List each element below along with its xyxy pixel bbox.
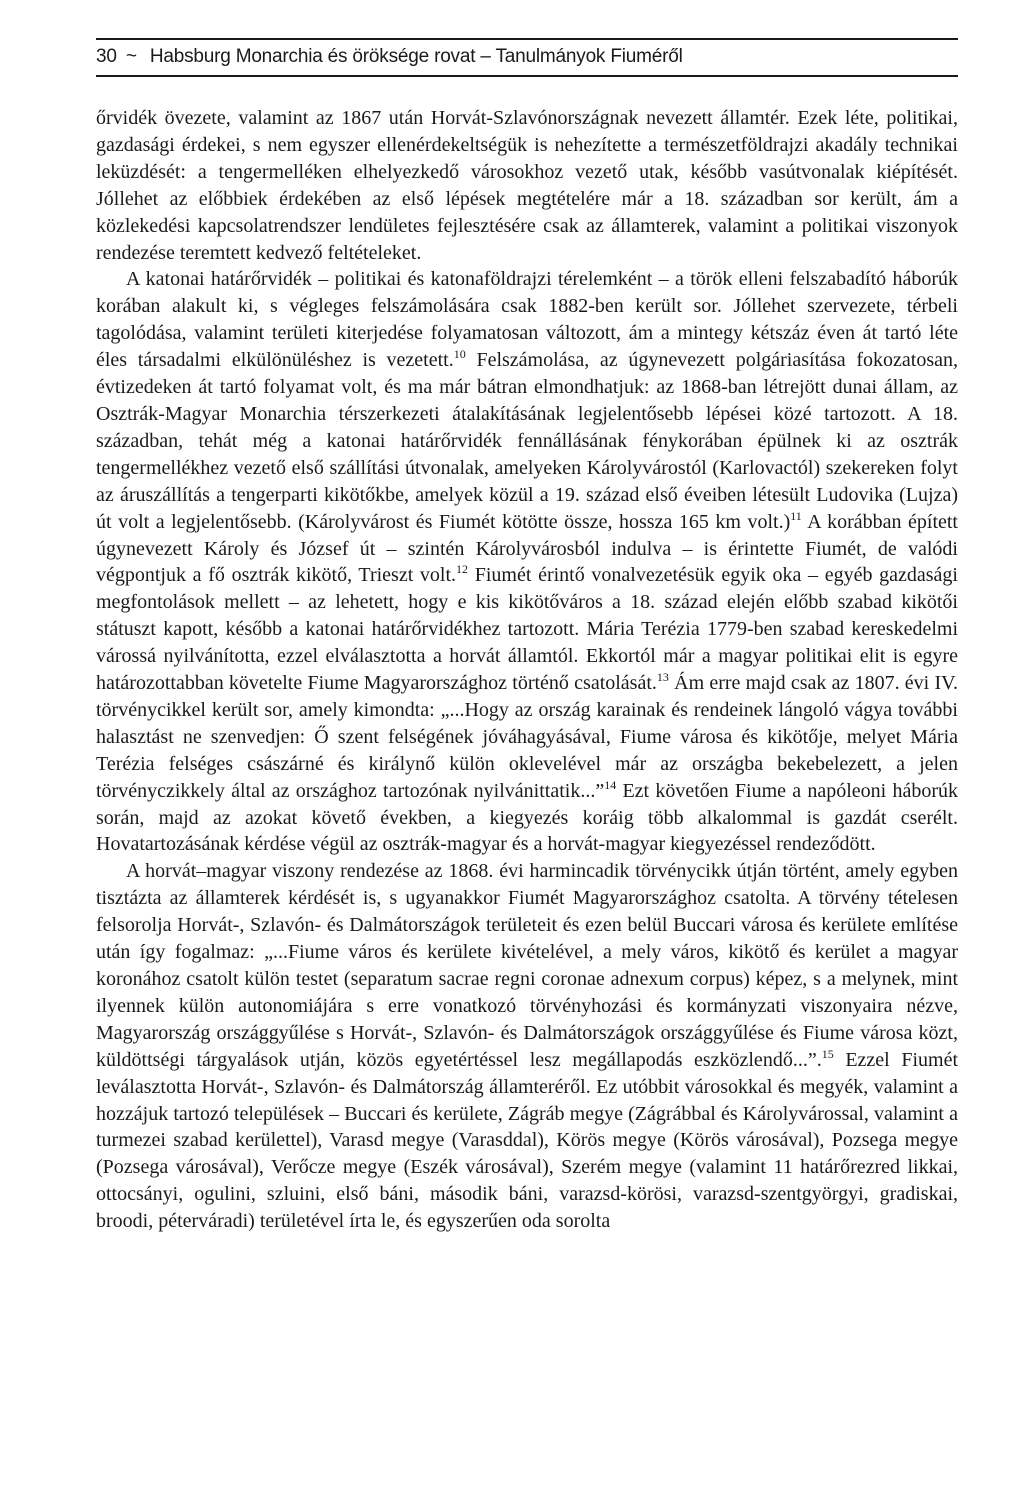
text-run: Felszámolása, az úgynevezett polgáriasítása fokozatosan, évtizedeken át tartó folyamat volt, és ma már bátran elmondhatjuk: az 1868-ban létrejött dunai állam, az Osztrák-Magyar Monarchia térszerkezeti átalakításának legjelentősebb lépései közé tartozott. A 18. században, tehát még a katonai határőrvidék fennállásának fénykorában épülnek ki az osztrák tengermellékhez vezető első szállítási útvonalak, amelyeken Károlyvárostól (Karlovactól) szekereken folyt az áruszállítás a tengerparti kikötőkbe, amelyek közül a 19. század első éveiben létesült Ludovika (Lujza) út volt a legjelentősebb. (Károlyvárost és Fiumét kötötte össze, hossza 165 km volt.) [96, 349, 959, 533]
footnote-ref: 13 [656, 670, 669, 685]
running-head-title: Habsburg Monarchia és öröksége rovat – Tanulmányok Fiuméről [149, 46, 683, 67]
running-head [96, 38, 958, 77]
footnote-ref: 11 [790, 508, 802, 523]
paragraph [96, 105, 958, 266]
text-run: A korábban épített úgynevezett Károly és József út – szintén Károlyvárosból indulva – is érintette Fiumét, de valódi végpontjuk a fő osztrák kikötő, Trieszt volt. [96, 510, 958, 587]
paragraph [96, 858, 958, 1235]
text-run: A horvát–magyar viszony rendezése az 1868. évi harmincadik törvénycikk útján történt, amely egyben tisztázta az államterek kérdését is, s ugyanakkor Fiumét Magyarországhoz csatolta. A törvény tételesen felsorolja Horvát-, Szlavón- és Dalmátországok területeit és ezen belül Buccari városa és kerülete említése után így fogalmaz: „...Fiume város és kerülete kivételével, a mely város, kikötő és kerület a magyar koronához csatolt külön testet (separatum sacrae regni coronae adnexum corpus) képez, s a melynek, mint ilyennek külön autonomiájára s erre vonatkozó törvényhozási és kormányzati viszonyaira nézve, Magyarország országgyűlése s Horvát-, Szlavón- és Dalmátországok országgyűlése és Fiume városa közt, küldöttségi tárgyalások utján, közös egyetértéssel lesz megállapodás eszközlendő...”. [96, 860, 958, 1071]
body-text [96, 105, 958, 1235]
paragraph [96, 266, 958, 858]
footnote-ref: 15 [821, 1046, 834, 1061]
text-run: Fiumét érintő vonalvezetésük egyik oka – egyéb gazdasági megfontolások mellett – az lehetett, hogy e kis kikötőváros a 18. század elején előbb szabad kikötői státuszt kapott, később a katonai határőrvidékhez tartozott. Mária Terézia 1779-ben szabad kereskedelmi várossá nyilvánította, ezzel elválasztotta a horvát államtól. Ekkortól már a magyar politikai elit is egyre határozottabban követelte Fiume Magyarországhoz történő csatolását. [96, 564, 958, 695]
footnote-ref: 10 [453, 347, 466, 362]
text-run: Ám erre majd csak az 1807. évi IV. törvénycikkel került sor, amely kimondta: „...Hogy az ország karainak és rendeinek lángoló vágya további halasztást ne szenvedjen: Ő szent felségének jóváhagyásával, Fiume városa és kikötője, melyet Mária Terézia felséges császárné és királynő külön oklevelével már az országba bekebelezett, a jelen törvényczikkely által az országhoz tartozónak nyilvánittatik...” [96, 672, 958, 802]
footnote-ref: 14 [604, 777, 617, 792]
page-number: 30 [96, 46, 117, 67]
text-run: Ezt követően Fiume a napóleoni háborúk során, majd az azokat követő években, a kiegyezés koráig több alkalommal is gazdát cserélt. Hovatartozásának kérdése végül az osztrák-magyar és a horvát-magyar kiegyezéssel rendeződött. [96, 779, 958, 856]
header-separator: ~ [125, 46, 137, 67]
page [96, 38, 958, 1235]
footnote-ref: 12 [456, 562, 469, 577]
text-run: A katonai határőrvidék – politikai és katonaföldrajzi térelemként – a török elleni felszabadító háborúk korában alakult ki, s végleges felszámolására csak 1882-ben került sor. Jóllehet szervezete, térbeli tagolódása, valamint területi kiterjedése folyamatosan változott, ám a mintegy kétszáz éven át tartó léte éles társadalmi elkülönüléshez is vezetett. [96, 268, 958, 372]
text-run: Ezzel Fiumét leválasztotta Horvát-, Szlavón- és Dalmátország államteréről. Ez utóbbit városokkal és megyék, valamint a hozzájuk tartozó települések – Buccari és kerülete, Zágráb megye (Zágrábbal és Károlyvárossal, valamint a turmezei szabad kerülettel), Varasd megye (Varasddal), Körös megye (Körös városával), Pozsega megye (Pozsega városával), Verőcze megye (Eszék városával), Szerém megye (valamint 11 határőrezred likkai, ottocsányi, ogulini, szluini, első báni, második báni, varazsd-körösi, varazsd-szentgyörgyi, gradiskai, broodi, péterváradi) területével írta le, és egyszerűen oda sorolta [96, 1048, 958, 1233]
text-run: őrvidék övezete, valamint az 1867 után Horvát-Szlavónországnak nevezett államtér. Ezek léte, politikai, gazdasági érdekei, s nem egyszer ellenérdekeltségük is nehezítette a természetföldrajzi akadály technikai leküzdését: a tengermelléken elhelyezkedő városokhoz vezető utak, később vasútvonalak kiépítését. Jóllehet az előbbiek érdekében az első lépések megtételére már a 18. században sor került, ám a közlekedési kapcsolatrendszer lendületes fejlesztésére csak az államterek, valamint a politikai viszonyok rendezése teremtett kedvező feltételeket. [96, 107, 958, 264]
